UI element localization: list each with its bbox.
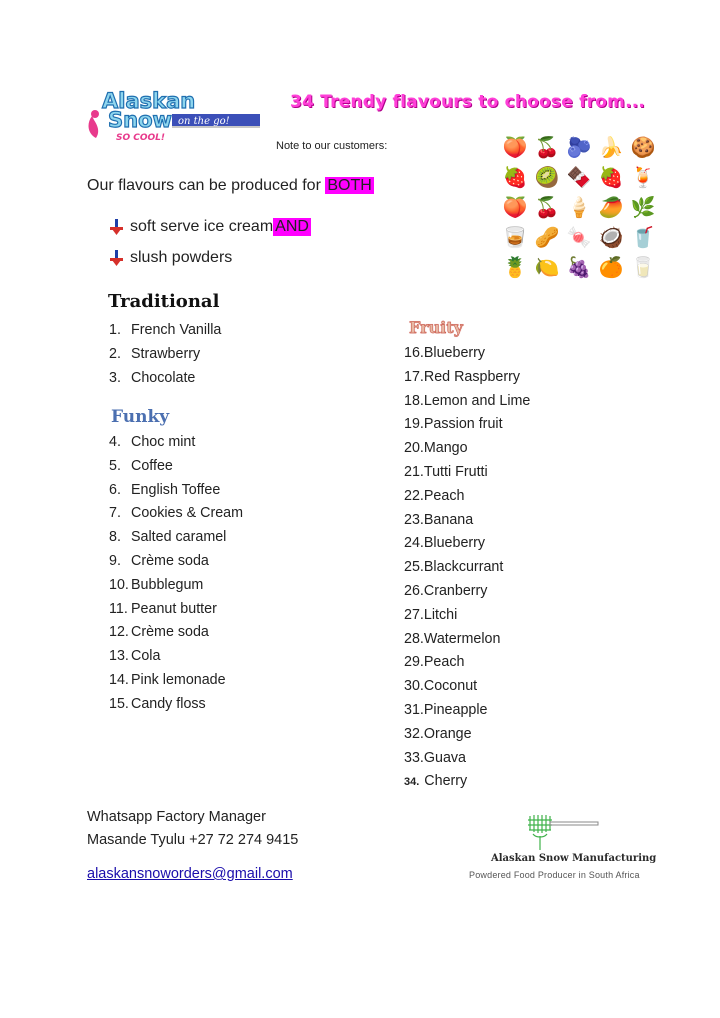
headline: 34 Trendy flavours to choose from... — [290, 92, 646, 112]
item-number: 20. — [404, 440, 424, 457]
item-name: Crème soda — [131, 552, 209, 569]
funky-list — [109, 431, 243, 717]
item-number: 9. — [109, 552, 121, 569]
fruit-icon: 🥛 — [630, 257, 656, 279]
item-name: Chocolate — [131, 369, 196, 386]
fruit-icon: 🥥 — [598, 227, 624, 249]
item-number: 24. — [404, 535, 424, 552]
list-item — [404, 485, 530, 509]
list-item — [404, 556, 530, 580]
item-name: Choc mint — [131, 434, 196, 450]
bullet-soft-serve — [110, 218, 311, 236]
item-number: 8. — [109, 529, 121, 546]
list-item — [109, 621, 243, 645]
item-number: 12. — [109, 624, 129, 641]
item-name: Blackcurrant — [423, 559, 504, 576]
item-number: 19. — [404, 416, 424, 433]
list-item — [404, 342, 530, 366]
traditional-list — [109, 319, 221, 390]
item-number: 32. — [404, 725, 424, 742]
item-number: 25. — [404, 559, 424, 576]
fruit-icon: 🥃 — [502, 227, 528, 249]
item-name: Banana — [423, 511, 474, 528]
list-item — [404, 366, 530, 390]
fruit-image-grid — [500, 133, 660, 283]
item-number: 18. — [404, 392, 424, 409]
item-name: Salted caramel — [131, 529, 227, 546]
fruit-icon: 🍑 — [502, 197, 528, 219]
fruit-icon: 🍬 — [566, 227, 592, 249]
item-number: 2. — [109, 345, 121, 362]
item-number: 30. — [404, 678, 424, 695]
item-name: Pink lemonade — [131, 671, 226, 688]
manufacturer-name: Alaskan Snow Manufacturing — [491, 853, 657, 864]
item-name: Strawberry — [131, 345, 201, 362]
intro-prefix: Our flavours can be produced for — [87, 177, 326, 194]
list-item — [404, 413, 530, 437]
contact-title: Whatsapp Factory Manager — [87, 809, 266, 825]
item-number: 17. — [404, 368, 424, 385]
list-item — [109, 645, 243, 669]
bullet-slush — [110, 249, 232, 267]
item-number: 34. — [404, 776, 420, 789]
item-name: Passion fruit — [423, 416, 503, 433]
fruit-icon: 🥭 — [598, 197, 624, 219]
item-number: 23. — [404, 511, 424, 528]
item-number: 5. — [109, 457, 121, 474]
item-name: English Toffee — [131, 481, 221, 498]
item-name: Pineapple — [423, 701, 488, 718]
fruit-icon: 🌿 — [630, 197, 656, 219]
item-name: Cola — [131, 648, 161, 665]
list-item — [404, 532, 530, 556]
intro-highlight: BOTH — [327, 177, 372, 194]
list-item — [404, 509, 530, 533]
item-name: Peanut butter — [131, 600, 217, 617]
fruit-icon: 🥝 — [534, 167, 560, 189]
fruit-icon: 🍇 — [566, 257, 592, 279]
list-item — [404, 604, 530, 628]
item-name: Watermelon — [423, 630, 501, 647]
fruit-icon: 🍍 — [502, 257, 528, 279]
item-name: Blueberry — [423, 345, 486, 361]
item-number: 21. — [404, 463, 424, 480]
fruit-icon: 🥤 — [630, 227, 656, 249]
list-item — [404, 580, 530, 604]
item-number: 22. — [404, 487, 424, 504]
customer-note: Note to our customers: — [276, 140, 388, 152]
list-item — [109, 431, 243, 455]
item-number: 1. — [109, 322, 121, 338]
list-item — [109, 479, 243, 503]
item-number: 7. — [109, 505, 121, 522]
bullet-highlight: AND — [275, 218, 309, 235]
item-number: 33. — [404, 749, 424, 766]
fruit-icon: 🍫 — [566, 167, 592, 189]
intro-line — [87, 177, 374, 195]
section-title-funky: Funky — [111, 407, 170, 427]
list-item — [109, 693, 243, 717]
item-number: 28. — [404, 630, 424, 647]
fruit-icon: 🍋 — [534, 257, 560, 279]
item-name: Cookies & Cream — [131, 505, 244, 522]
contact-phone: Masande Tyulu +27 72 274 9415 — [87, 832, 299, 848]
item-name: French Vanilla — [131, 322, 222, 338]
item-name: Candy floss — [131, 695, 206, 712]
list-item — [109, 574, 243, 598]
item-number: 29. — [404, 654, 424, 671]
item-number: 6. — [109, 481, 121, 498]
fruit-icon: 🥜 — [534, 227, 560, 249]
fruit-icon: 🍊 — [598, 257, 624, 279]
list-item — [404, 651, 530, 675]
item-number: 14. — [109, 671, 129, 688]
item-name: Guava — [423, 749, 466, 766]
list-item — [404, 390, 530, 414]
fruit-icon: 🍌 — [598, 137, 624, 159]
item-number: 11. — [109, 600, 128, 617]
list-item — [109, 526, 243, 550]
item-name: Orange — [423, 725, 472, 742]
fruit-icon: 🫐 — [566, 137, 592, 159]
fruit-icon: 🍓 — [502, 167, 528, 189]
item-name: Peach — [423, 654, 465, 671]
item-number: 3. — [109, 369, 121, 386]
item-number: 15. — [109, 695, 129, 712]
fruit-icon: 🍪 — [630, 137, 656, 159]
logo-brand-line1: Alaskan — [102, 89, 196, 113]
list-item — [404, 461, 530, 485]
list-item — [404, 747, 530, 771]
list-item — [404, 723, 530, 747]
item-name: Bubblegum — [131, 576, 204, 593]
bullet-text: soft serve ice cream — [130, 218, 274, 235]
item-name: Mango — [423, 440, 468, 457]
item-name: Cherry — [424, 773, 468, 790]
list-item — [404, 675, 530, 699]
fruit-icon: 🍒 — [534, 197, 560, 219]
fruit-icon: 🍓 — [598, 167, 624, 189]
fruit-icon: 🍹 — [630, 167, 656, 189]
list-item — [404, 437, 530, 461]
item-number: 26. — [404, 582, 424, 599]
list-item — [109, 550, 243, 574]
email-link[interactable]: alaskansnoworders@gmail.com — [87, 866, 293, 882]
list-item — [109, 455, 243, 479]
item-number: 16. — [404, 345, 424, 361]
item-name: Peach — [423, 487, 465, 504]
section-title-traditional: Traditional — [108, 291, 220, 312]
list-item — [109, 319, 221, 343]
item-number: 10. — [109, 576, 129, 593]
list-item — [109, 669, 243, 693]
logo-tagline: SO COOL! — [116, 133, 166, 143]
item-name: Blueberry — [423, 535, 486, 552]
fruit-icon: 🍑 — [502, 137, 528, 159]
list-item — [404, 699, 530, 723]
item-name: Coffee — [131, 457, 173, 474]
section-title-fruity: Fruity — [409, 318, 463, 337]
bullet-text: slush powders — [130, 249, 233, 266]
down-arrow-bullet-icon — [110, 219, 124, 235]
item-number: 4. — [109, 434, 121, 450]
list-item — [109, 502, 243, 526]
list-item — [109, 598, 243, 622]
down-arrow-bullet-icon — [110, 250, 124, 266]
whisk-fork-logo-icon — [524, 812, 600, 852]
fruit-icon: 🍦 — [566, 197, 592, 219]
manufacturer-tagline: Powdered Food Producer in South Africa — [469, 870, 640, 880]
alaskan-snow-logo — [86, 86, 266, 146]
logo-banner: on the go! — [178, 116, 230, 127]
item-name: Litchi — [423, 606, 458, 623]
item-number: 13. — [109, 648, 129, 665]
item-name: Red Raspberry — [423, 368, 521, 385]
list-item — [109, 343, 221, 367]
fruit-icon: 🍒 — [534, 137, 560, 159]
logo-brand-line2: Snow — [108, 108, 172, 132]
fruity-list — [404, 342, 530, 794]
list-item — [404, 770, 530, 794]
item-name: Crème soda — [131, 624, 209, 641]
item-number: 31. — [404, 701, 424, 718]
list-item — [109, 367, 221, 391]
item-name: Lemon and Lime — [423, 392, 531, 409]
list-item — [404, 628, 530, 652]
item-number: 27. — [404, 606, 424, 623]
item-name: Cranberry — [423, 582, 488, 599]
item-name: Coconut — [423, 678, 478, 695]
item-name: Tutti Frutti — [423, 463, 488, 480]
